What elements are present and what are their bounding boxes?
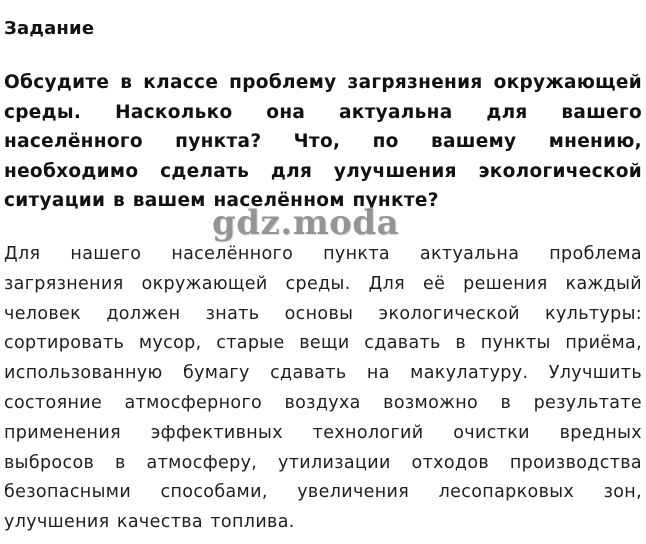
watermark-logo: gdz.moda (212, 203, 400, 243)
answer-paragraph: Для нашего населённого пункта актуальна проблема загрязнения окружающей среды. Для её решения каждый человек должен знать основы экологической культуры: сортировать мусор, старые вещи сдавать в пункты приёма, использованную бумагу сдавать на макулатуру. Улучшить состояние атмосферного воздуха возможно в результате применения эффективных технологий очистки вредных выбросов в атмосферу, утилизации отходов производства безопасными способами, увеличения лесопарковых зон, улучшения качества топлива. (4, 244, 642, 533)
task-question: Обсудите в классе проблему загрязнения окружающей среды. Насколько она актуальна для вашего населённого пункта? Что, по вашему мнению, необходимо сделать для улучшения экологической ситуации в вашем населённом пункте? (4, 72, 642, 211)
section-heading: Задание (4, 18, 95, 39)
